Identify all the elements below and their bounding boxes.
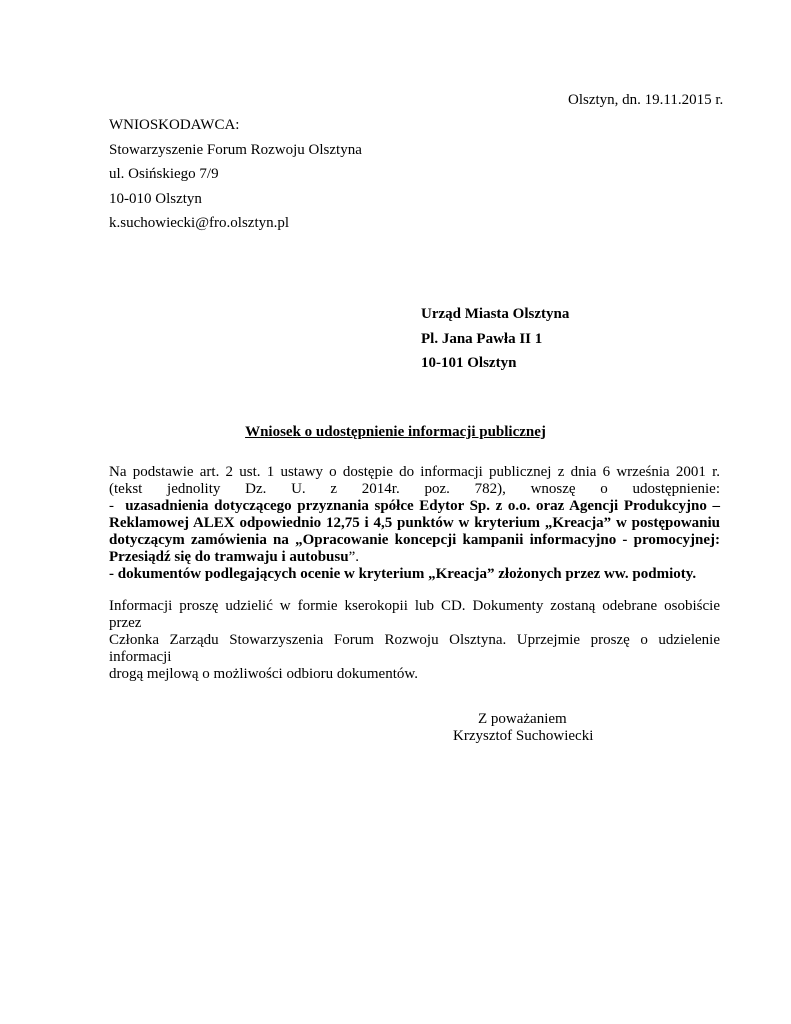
sender-heading: WNIOSKODAWCA: [109,117,240,133]
recipient-city: 10-101 Olsztyn [421,355,517,371]
item-1-text-1: uzasadnienia dotyczącego przyznania spółce Edytor Sp. z o.o. oraz Agencji Produkcyjno – [125,498,720,514]
item-1-campaign-name: Przesiądź się do tramwaju i autobusu [109,549,349,565]
sender-email: k.suchowiecki@fro.olsztyn.pl [109,215,290,231]
info-line-2: Członka Zarządu Stowarzyszenia Forum Rozwoju Olsztyna. Uprzejmie proszę o udzielenie informacji [109,632,720,665]
document-title: Wniosek o udostępnienie informacji publicznej [245,424,546,440]
body-line-2: (tekst jednolity Dz. U. z 2014r. poz. 782), wnoszę o udostępnienie: [109,481,720,497]
item-2: - dokumentów podlegających ocenie w kryterium „Kreacja” złożonych przez ww. podmioty. [109,566,697,582]
sender-city: 10-010 Olsztyn [109,191,202,207]
item-1-line-4 [109,549,720,566]
recipient-street: Pl. Jana Pawła II 1 [421,331,543,347]
info-paragraph [109,598,720,683]
recipient-name: Urząd Miasta Olsztyna [421,306,570,322]
item-1-dash: - [109,498,114,514]
info-line-3: drogą mejlową o możliwości odbioru dokumentów. [109,666,418,682]
info-line-1: Informacji proszę udzielić w formie kserokopii lub CD. Dokumenty zostaną odebrane osobiście przez [109,598,720,631]
item-1-line-4-end: ”. [348,549,360,565]
item-1-line-2: Reklamowej ALEX odpowiednio 12,75 i 4,5 punktów w kryterium „Kreacja” w postępowaniu [109,515,720,531]
closing-greeting: Z poważaniem [478,711,567,727]
request-body [109,464,720,583]
body-line-1: Na podstawie art. 2 ust. 1 ustawy o dostępie do informacji publicznej z dnia 6 września 2001 r. [109,464,720,480]
item-1-line-3: dotyczącym zamówienia na „Opracowanie koncepcji kampanii informacyjno - promocyjnej: [109,532,720,548]
sender-name: Stowarzyszenie Forum Rozwoju Olsztyna [109,142,362,158]
signature-name: Krzysztof Suchowiecki [453,728,594,744]
letter-date: Olsztyn, dn. 19.11.2015 r. [568,92,724,108]
sender-street: ul. Osińskiego 7/9 [109,166,219,182]
item-1-line-1 [109,498,720,515]
